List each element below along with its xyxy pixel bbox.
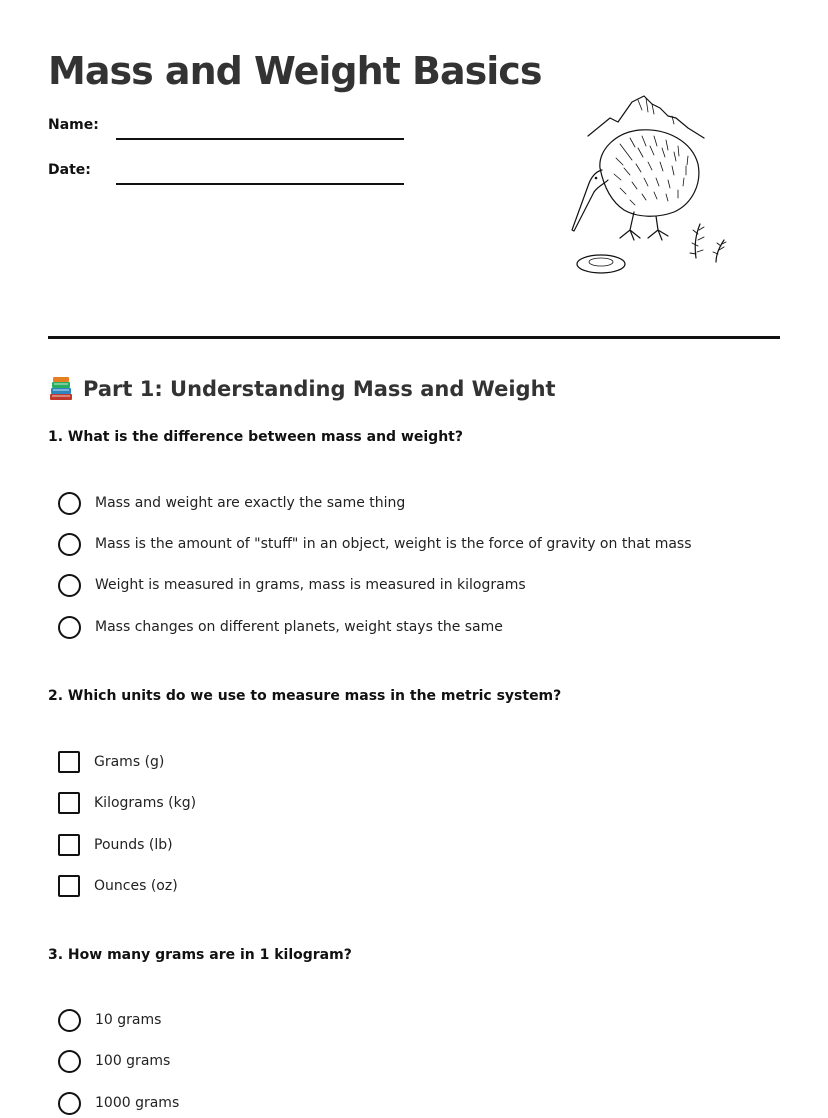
date-field[interactable]	[116, 183, 404, 185]
question-1: 1. What is the difference between mass and weight?	[48, 429, 463, 445]
option-label: Pounds (lb)	[94, 837, 173, 853]
q2-option-3[interactable]	[58, 833, 173, 857]
question-3: 3. How many grams are in 1 kilogram?	[48, 947, 352, 963]
part1-heading	[48, 372, 556, 406]
q1-option-1[interactable]	[58, 491, 405, 515]
option-label: 1000 grams	[95, 1095, 180, 1111]
q1-option-2[interactable]	[58, 532, 692, 556]
checkbox[interactable]	[58, 792, 80, 814]
radio-button[interactable]	[58, 616, 81, 639]
option-label: 100 grams	[95, 1053, 171, 1069]
checkbox[interactable]	[58, 875, 80, 897]
q2-option-1[interactable]	[58, 750, 164, 774]
radio-button[interactable]	[58, 492, 81, 515]
question-2: 2. Which units do we use to measure mass in the metric system?	[48, 688, 562, 704]
checkbox[interactable]	[58, 834, 80, 856]
option-label: Grams (g)	[94, 754, 165, 770]
name-label: Name:	[48, 117, 99, 133]
q2-option-2[interactable]	[58, 791, 196, 815]
option-label: Mass and weight are exactly the same thing	[95, 495, 406, 511]
radio-button[interactable]	[58, 574, 81, 597]
option-label: 10 grams	[95, 1012, 162, 1028]
option-label: Weight is measured in grams, mass is measured in kilograms	[95, 577, 526, 593]
kiwi-bird-illustration	[560, 88, 740, 284]
radio-button[interactable]	[58, 1009, 81, 1032]
option-label: Mass changes on different planets, weight stays the same	[95, 619, 503, 635]
radio-button[interactable]	[58, 533, 81, 556]
name-field[interactable]	[116, 138, 404, 140]
option-label: Kilograms (kg)	[94, 795, 197, 811]
q3-option-2[interactable]	[58, 1049, 170, 1073]
q1-option-4[interactable]	[58, 615, 503, 639]
date-label: Date:	[48, 162, 91, 178]
checkbox[interactable]	[58, 751, 80, 773]
q3-option-1[interactable]	[58, 1008, 161, 1032]
radio-button[interactable]	[58, 1050, 81, 1073]
page-title: Mass and Weight Basics	[48, 49, 542, 93]
option-label: Ounces (oz)	[94, 878, 178, 894]
q2-option-4[interactable]	[58, 874, 178, 898]
radio-button[interactable]	[58, 1092, 81, 1115]
part1-heading-text: Part 1: Understanding Mass and Weight	[83, 377, 556, 401]
q3-option-3[interactable]	[58, 1091, 179, 1115]
q1-option-3[interactable]	[58, 573, 526, 597]
books-icon	[48, 376, 74, 402]
option-label: Mass is the amount of "stuff" in an object, weight is the force of gravity on that mass	[95, 536, 692, 552]
section-divider	[48, 336, 780, 339]
